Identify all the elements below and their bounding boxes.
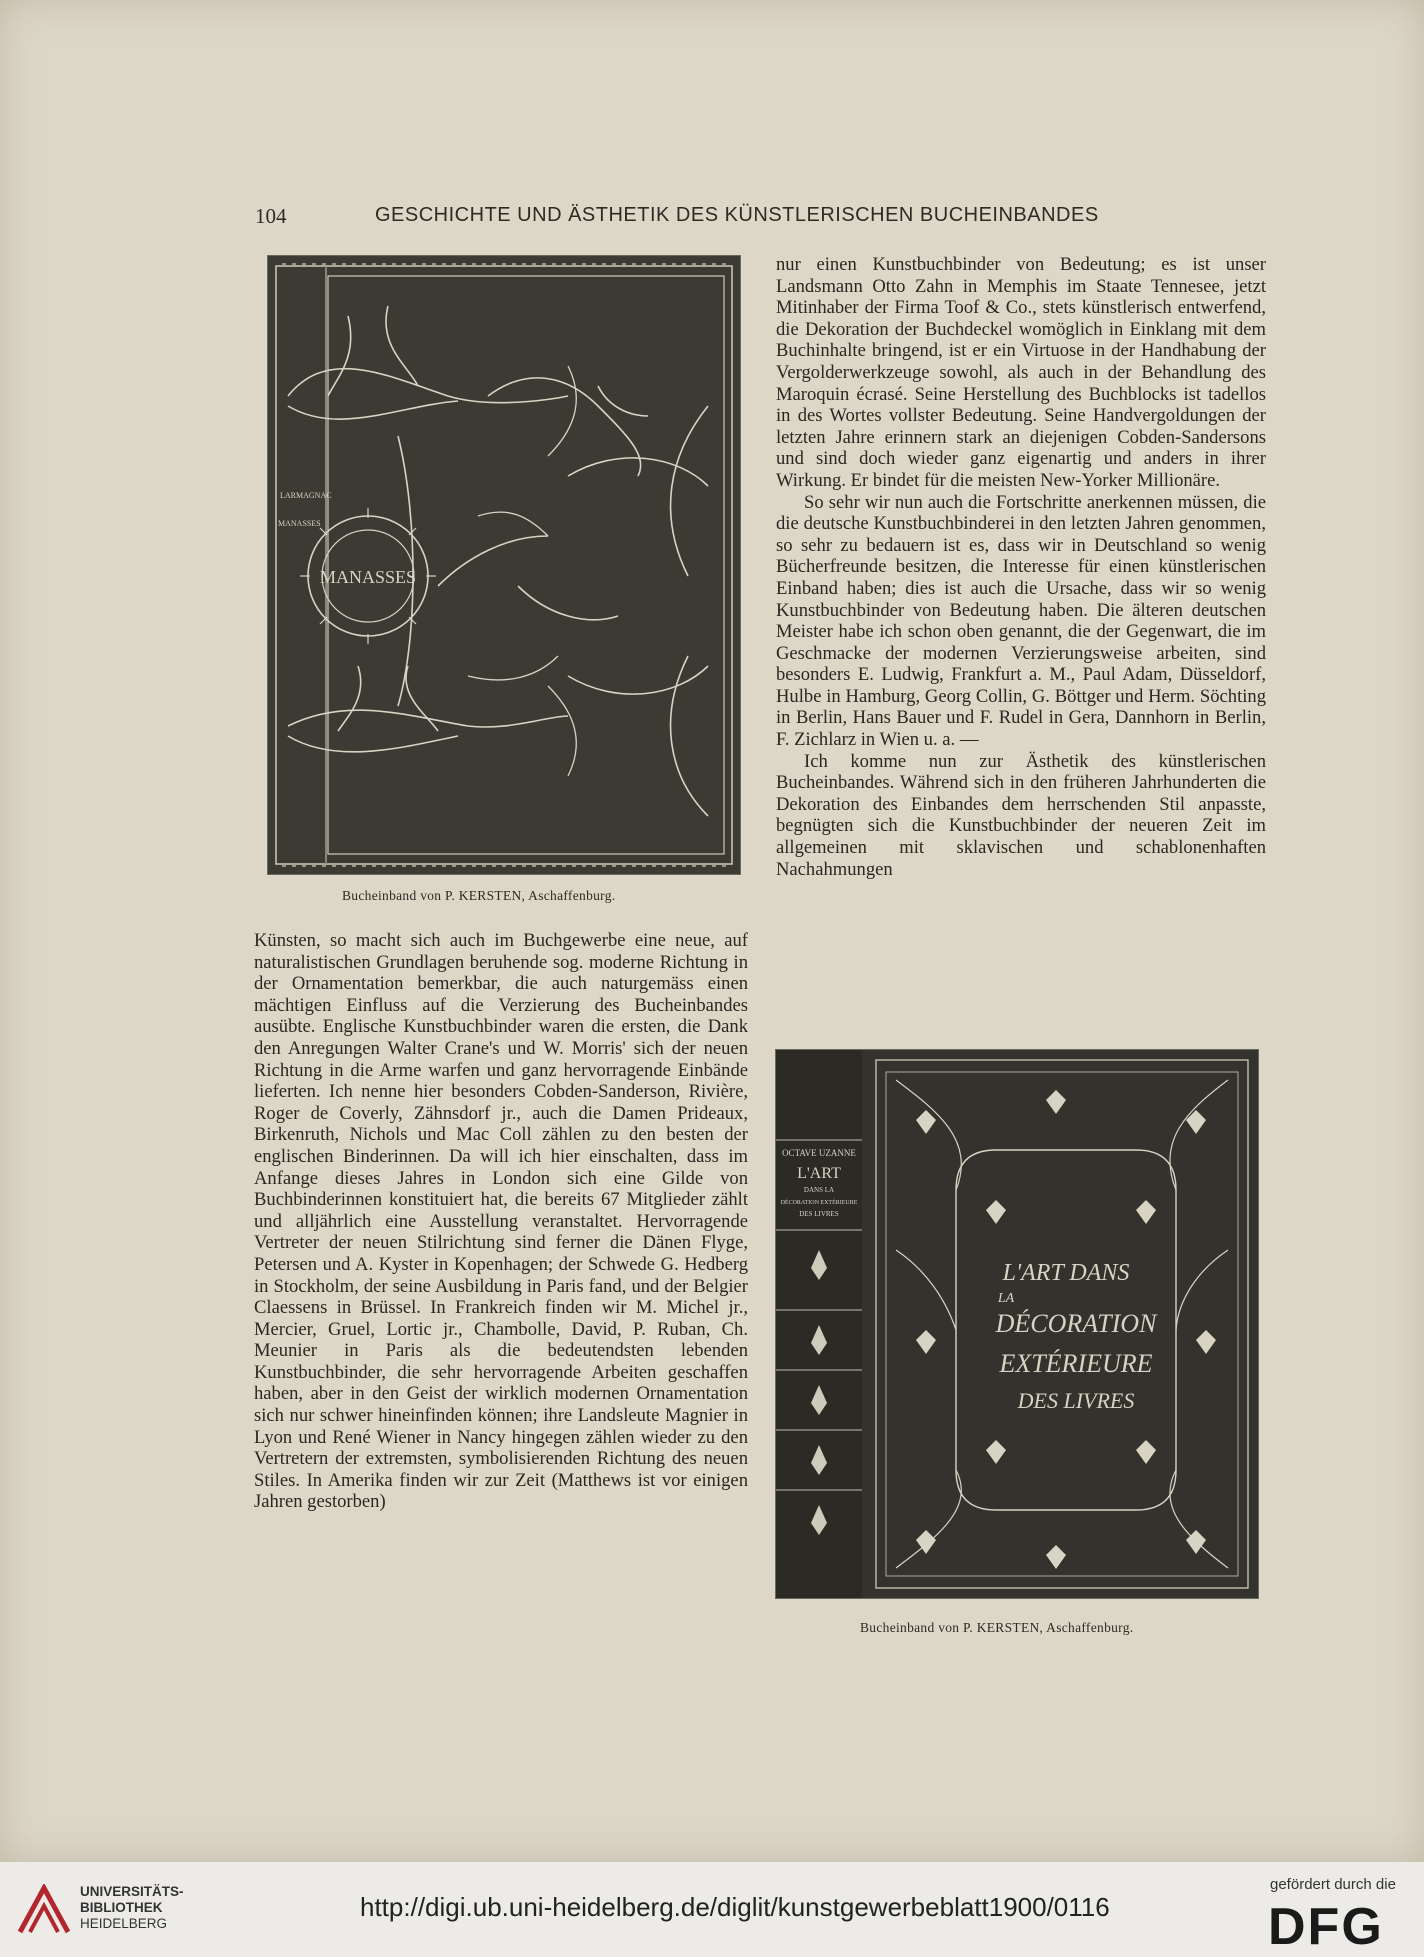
page-number: 104	[255, 204, 287, 228]
spine-label-line4: DÉCORATION EXTÉRIEURE	[780, 1200, 858, 1206]
institution-line: UNIVERSITÄTS-	[80, 1884, 184, 1899]
spine-label-line3: DANS LA	[803, 1186, 835, 1194]
spine-label-2: MANASSES	[278, 519, 321, 528]
cover-lettering-top: MANASSES	[319, 567, 417, 587]
book-cover-plate-top	[268, 256, 740, 874]
book-cover-ornament-top	[268, 256, 740, 874]
figure-caption-bottom: Bucheinband von P. KERSTEN, Aschaffenburg.	[860, 1620, 1134, 1635]
spine-label-author: OCTAVE UZANNE	[782, 1148, 856, 1158]
cover-title-line-5: DES LIVRES	[1017, 1388, 1135, 1413]
spine-label-1: LARMAGNAC	[280, 491, 332, 500]
text-column-right-top	[776, 254, 1266, 880]
paragraph: Künsten, so macht sich auch im Buchgewerbe eine neue, auf naturalistischen Grundlagen beruhende sog. moderne Richtung in der Ornamentation bemerkbar, die auch naturgemäss einen mächtigen Einfluss auf die Verzierung des Bucheinbandes ausübte. Englische Kunstbuchbinder waren die ersten, die Dank den Anregungen Walter Crane's und W. Morris' sich der neuen Richtung in die Arme warfen und ganz hervorragende Einbände lieferten. Ich nenne hier besonders Cobden-Sanderson, Rivière, Roger de Coverly, Zähnsdorf jr., auch die Damen Prideaux, Birkenruth, Nichols und Mac Coll zählen zu den besten der englischen Binderinnen. Da will ich hier einschalten, dass im Anfange dieses Jahres in London sich eine Gilde von Buchbinderinnen konstituiert hat, die bereits 67 Mitglieder zählt und alljährlich eine Ausstellung veranstaltet. Hervorragende Vertreter der neuen Stilrichtung sind ferner die Dänen Flyge, Petersen und A. Kyster in Kopenhagen; der Schwede G. Hedberg in Stockholm, der seine Ausbildung in Paris fand, und der Belgier Claessens in Brüssel. In Frankreich finden wir M. Michel jr., Mercier, Gruel, Lortic jr., Chambolle, David, P. Ruban, Ch. Meunier in Paris als die bedeutendsten lebenden Kunstbuchbinder, die sehr hervorragende Arbeiten geschaffen haben, aber in den Geist der wirklich modernen Ornamentation sich nur schwer hineinfinden können; ihre Landsleute Magnier in Lyon und René Wiener in Nancy hingegen zählen wieder zu den Vertretern der extremsten, symbolisierenden Richtung des neuen Stiles. In Amerika finden wir zur Zeit (Matthews ist vor einigen Jahren gestorben)	[254, 930, 748, 1513]
cover-title-line-1: L'ART DANS	[1002, 1260, 1130, 1286]
footer-bar	[0, 1862, 1424, 1957]
university-logo-icon	[16, 1884, 72, 1936]
text-column-left-bottom	[254, 930, 748, 1513]
paragraph: So sehr wir nun auch die Fortschritte anerkennen müssen, die die deutsche Kunstbuchbinderei in den letzten Jahren genommen, so sehr zu bedauern ist es, dass wir in Deutschland so wenig Bücherfreunde besitzen, die Interesse für einen künstlerischen Einband haben; dies ist auch die Ursache, dass wir so wenig Kunstbuchbinder von Bedeutung haben. Die älteren deutschen Meister habe ich schon oben genannt, die der Gegenwart, die im Geschmacke der modernen Verzierungsweise arbeiten, sind besonders E. Ludwig, Frankfurt a. M., Paul Adam, Düsseldorf, Hulbe in Hamburg, Georg Collin, G. Böttger und Herm. Söchting in Berlin, Hans Bauer und F. Rudel in Gera, Dannhorn in Berlin, F. Zichlarz in Wien u. a. —	[776, 491, 1266, 751]
cover-title-line-4: EXTÉRIEURE	[999, 1349, 1153, 1378]
institution-line: BIBLIOTHEK	[80, 1900, 163, 1915]
spine-label-title: L'ART	[797, 1165, 841, 1182]
institution-line: HEIDELBERG	[80, 1916, 168, 1931]
page-header	[255, 204, 1265, 234]
spine-label-line5: DES LIVRES	[799, 1210, 839, 1218]
paragraph: nur einen Kunstbuchbinder von Bedeutung; es ist unser Landsmann Otto Zahn in Memphis im Staate Tennesee, jetzt Mitinhaber der Firma Toof & Co., stets künstlerisch entwerfend, die Dekoration der Buchdeckel womöglich in Einklang mit dem Buchinhalte bringend, ist er ein Virtuose in der Handhabung der Vergolderwerkzeuge sowohl, als auch in der Behandlung des Maroquin écrasé. Seine Herstellung des Buchblocks ist tadellos in des Wortes vollster Bedeutung. Seine Handvergoldungen der letzten Jahre erinnern stark an diejenigen Cobden-Sandersons und sind doch wieder ganz eigenartig und anders in ihrer Wirkung. Er bindet für die meisten New-Yorker Millionäre.	[776, 254, 1266, 491]
cover-title-line-2: LA	[997, 1291, 1015, 1306]
paragraph: Ich komme nun zur Ästhetik des künstlerischen Bucheinbandes. Während sich in den früheren Jahrhunderten die Dekoration des Einbandes dem herrschenden Stil anpasste, begnügten sich die Kunstbuchbinder der neueren Zeit im allgemeinen mit sklavischen und schablonenhaften Nachahmungen	[776, 750, 1266, 880]
book-cover-plate-bottom	[776, 1050, 1258, 1598]
permalink-url[interactable]: http://digi.ub.uni-heidelberg.de/diglit/kunstgewerbeblatt1900/0116	[360, 1892, 1110, 1922]
figure-caption-top: Bucheinband von P. KERSTEN, Aschaffenburg.	[342, 888, 616, 903]
running-title: GESCHICHTE UND ÄSTHETIK DES KÜNSTLERISCHEN BUCHEINBANDES	[375, 204, 1099, 226]
funding-label: gefördert durch die	[1270, 1876, 1396, 1893]
cover-title-line-3: DÉCORATION	[995, 1309, 1157, 1338]
dfg-logo: DFG	[1268, 1898, 1384, 1956]
institution-name	[80, 1884, 184, 1932]
book-cover-ornament-bottom	[776, 1050, 1258, 1598]
